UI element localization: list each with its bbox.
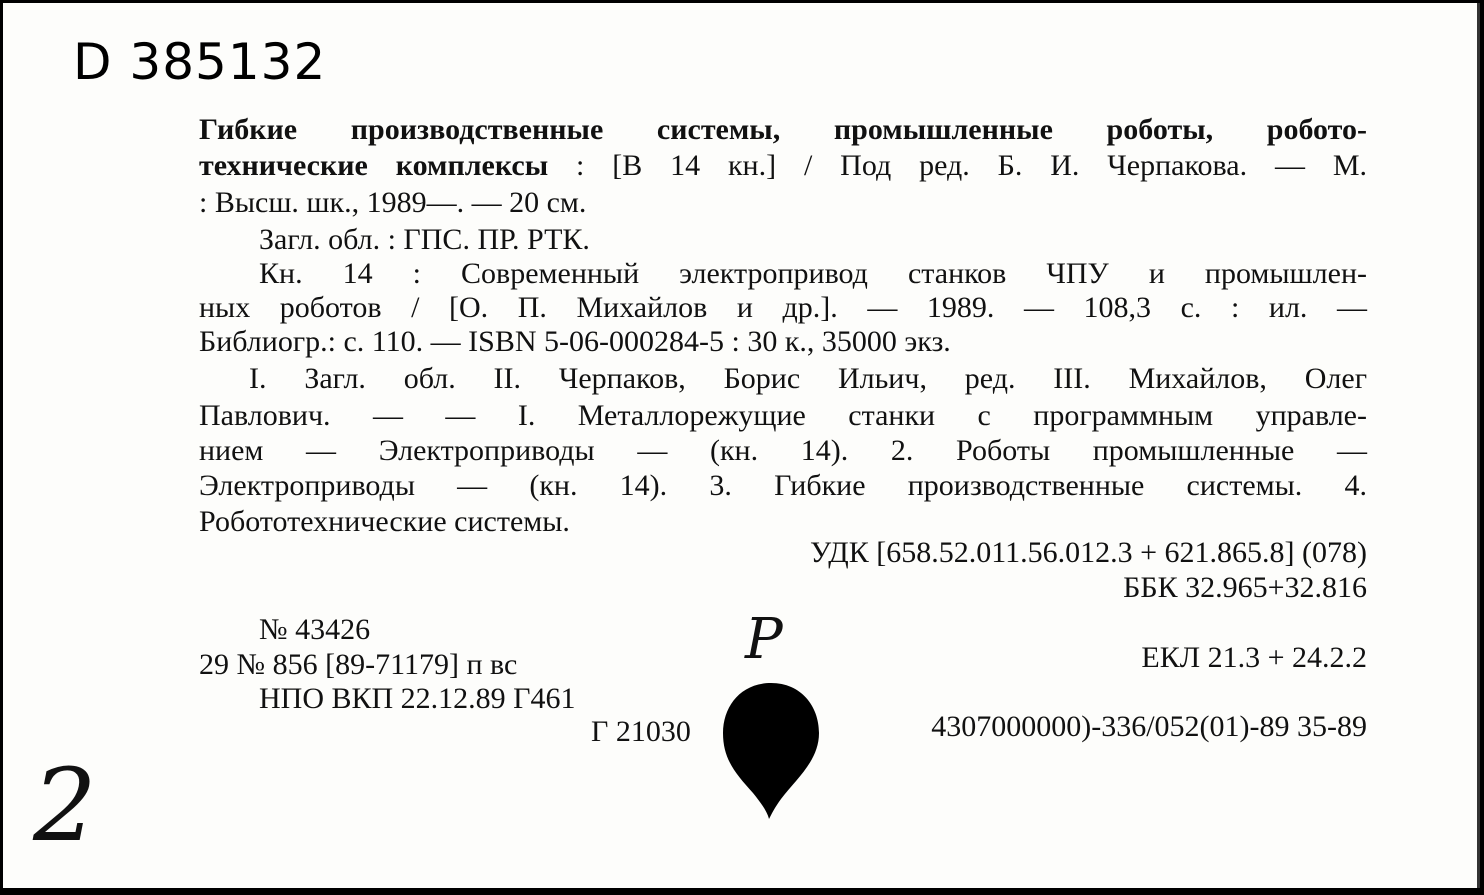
- publication-line: : Высш. шк., 1989—. — 20 см.: [199, 186, 587, 219]
- tracings-line-5: Робототехнические системы.: [199, 505, 570, 538]
- title-line-2: [199, 151, 1367, 181]
- volume-line-1: Кн. 14 : Современный электропривод станков ЧПУ и промышлен-: [259, 257, 1367, 290]
- registration-number: 29 № 856 [89-71179] п вс: [199, 648, 518, 681]
- handwritten-2: 2: [33, 747, 97, 864]
- npo-stamp: НПО ВКП 22.12.89 Г461: [259, 682, 576, 715]
- tracings-line-2: Павлович. — — I. Металлорежущие станки с программным управле-: [199, 399, 1367, 432]
- call-number: D 385132: [73, 33, 327, 91]
- handwritten-r: Р: [745, 607, 783, 672]
- bibliography-line: Библиогр.: с. 110. — ISBN 5-06-000284-5 : 30 к., 35000 экз.: [199, 325, 951, 358]
- ink-blot: [721, 681, 821, 821]
- tracings-line-1: I. Загл. обл. II. Черпаков, Борис Ильич, ред. III. Михайлов, Олег: [249, 362, 1367, 395]
- cover-title-note: Загл. обл. : ГПС. ПР. РТК.: [259, 223, 590, 256]
- tracings-line-4: Электроприводы — (кн. 14). 3. Гибкие производственные системы. 4.: [199, 469, 1367, 502]
- accession-number: № 43426: [259, 613, 371, 646]
- catalog-card: [3, 3, 1480, 888]
- g-code-right: 4307000000)-336/052(01)-89 35-89: [931, 710, 1367, 743]
- tracings-line-3: нием — Электроприводы — (кн. 14). 2. Роботы промышленные —: [199, 434, 1367, 467]
- ekl-code: ЕКЛ 21.3 + 24.2.2: [1141, 641, 1367, 674]
- udk-code: УДК [658.52.011.56.012.3 + 621.865.8] (078): [810, 536, 1367, 569]
- g-code-left: Г 21030: [591, 715, 691, 748]
- title-line-1: Гибкие производственные системы, промышленные роботы, робото-: [199, 113, 1367, 146]
- volume-line-2: ных роботов / [О. П. Михайлов и др.]. — 1989. — 108,3 с. : ил. —: [199, 291, 1367, 324]
- title-continued: технические комплексы: [199, 149, 549, 182]
- editor-statement: : [В 14 кн.] / Под ред. Б. И. Черпакова. — М.: [576, 149, 1367, 182]
- bbk-code: ББК 32.965+32.816: [1123, 571, 1367, 604]
